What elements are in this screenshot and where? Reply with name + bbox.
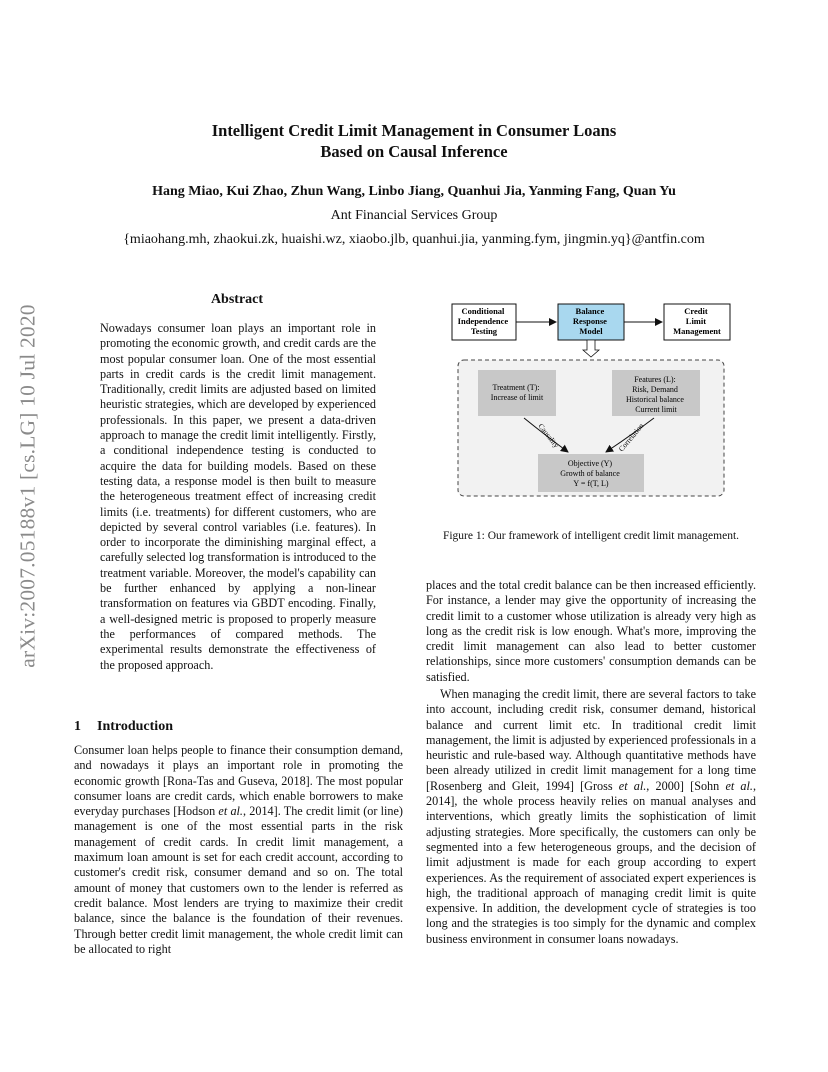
affiliation: Ant Financial Services Group — [330, 208, 498, 223]
title-line-2: Based on Causal Inference — [320, 142, 508, 161]
framework-diagram — [440, 300, 740, 500]
abstract-body — [100, 321, 376, 673]
correlation-label: Correlation — [616, 421, 646, 454]
objective-box-label: Objective (Y) Growth of balance Y = f(T, L) — [560, 459, 620, 488]
text-run-italic: et al. — [218, 804, 243, 819]
introduction-right-column-bottom — [426, 687, 756, 947]
brm-box-label: Balance Response Model — [572, 306, 607, 336]
text-run: Consumer loan helps people to finance their consumption demand, and nowadays it plays an important role in promoting the economic growth [Rona-Tas and Guseva, 2018]. The most popular consumer loans are credit cards, which enable borrowers to make everyday purchases [Hodson — [74, 743, 403, 819]
figure-1 — [440, 300, 740, 500]
abstract-heading: Abstract — [210, 292, 264, 307]
hollow-down-arrow — [583, 340, 599, 357]
text-run: , 2014]. The credit limit (or line) management is one of the most essential parts in the risk management of credit cards. In credit limit management, a maximum loan amount is set for each credit account, according to customer's credit risk, consumer demand and so on. The total amount of money that customers own to the lender is referred as credit balance. Most lenders are trying to maximize their credit balance, since the balance is the foundation of their revenues. Through better credit limit management, the whole credit limit can be allocated to right — [74, 804, 403, 956]
arxiv-stamp — [8, 296, 48, 676]
clm-box-label: Credit Limit Management — [673, 306, 721, 336]
text-run: , 2014], the whole process heavily relies on manual analyses and interventions, which greatly limits the sophistication of limit adjusting strategies. More specifically, the customers can only be segmented into a few heterogeneous groups, and the decision of limit adjustment is made for each group according to expert experiences. As the requirement of associated expert experiences is high, the traditional approach of managing credit limit is quite expensive. In addition, the development cycle of strategies is too long and the strategies is too simply for the dynamic and complex business environment in consumer loans nowadays. — [426, 778, 756, 946]
introduction-left-column — [74, 743, 403, 957]
features-box-label: Features (L): Risk, Demand Historical balance Current limit — [626, 375, 684, 414]
abstract-text: Nowadays consumer loan plays an important role in promoting the economic growth, and credit cards are the most popular consumer loan. One of the most essential parts in credit cards is the credit limit management. Traditionally, credit limits are adjusted based on limited heuristic strategies, which are developed by experienced professionals. In this paper, we present a data-driven approach to manage the credit limit intelligently. Firstly, a conditional independence testing is conducted to acquire the data for building models. Based on these testing data, a response model is then built to measure the heterogeneous treatment effect of increasing credit limits (i.e. treatments) for different customers, who are depicted by several control variables (i.e. features). In order to incorporate the diminishing marginal effect, a carefully selected log transformation is introduced to the treatment variable. Moreover, the model's capability can be further enhanced by applying a non-linear transformation on features via GBDT encoding. Finally, a well-designed metric is proposed to properly measure the performances of compared methods. The experimental results demonstrate the effectiveness of the proposed approach. — [100, 321, 376, 672]
text-run-italic: et al. — [725, 778, 753, 793]
intro-paragraph-1-continued: places and the total credit balance can be then increased efficiently. For instance, a lender may give the opportunity of increasing the credit limit to a customer whose utilization is already very high as long as the credit risk is low enough. What's more, improving the credit limit management can also lead to better customer relationships, since more customers' consumption demands can be satisfied. — [426, 578, 756, 684]
figure-caption: Figure 1: Our framework of intelligent credit limit management. — [442, 530, 740, 542]
introduction-right-column-top — [426, 578, 756, 685]
title-line-1: Intelligent Credit Limit Management in Consumer Loans — [211, 121, 617, 140]
treatment-box-label: Treatment (T): Increase of limit — [490, 383, 544, 402]
text-run: , 2000] [Sohn — [646, 778, 726, 793]
causality-label: Causality — [536, 421, 561, 450]
section-number: 1 — [74, 719, 81, 734]
intro-paragraph-1 — [74, 743, 403, 957]
arxiv-stamp-text: arXiv:2007.05188v1 [cs.LG] 10 Jul 2020 — [15, 304, 40, 668]
section-title: Introduction — [97, 719, 173, 734]
authors: Hang Miao, Kui Zhao, Zhun Wang, Linbo Jiang, Quanhui Jia, Yanming Fang, Quan Yu — [152, 184, 676, 199]
text-run: When managing the credit limit, there are several factors to take into account, including credit risk, consumer demand, historical balance and current limit etc. In traditional credit limit management, the limit is adjusted by experienced professionals in a heuristic and rule-based way. Although quantitative methods have been already utilized in credit limit management for a long time [Rosenberg and Gleit, 1994] [Gross — [426, 687, 756, 793]
text-run-italic: et al. — [618, 778, 647, 793]
section-heading-introduction — [74, 719, 173, 735]
cit-box-label: Conditional Independence Testing — [457, 306, 509, 336]
paper-title — [0, 120, 828, 162]
intro-paragraph-2 — [426, 687, 756, 947]
author-emails: {miaohang.mh, zhaokui.zk, huaishi.wz, xiaobo.jlb, quanhui.jia, yanming.fym, jingmin.yq}@antfin.com — [123, 232, 705, 247]
